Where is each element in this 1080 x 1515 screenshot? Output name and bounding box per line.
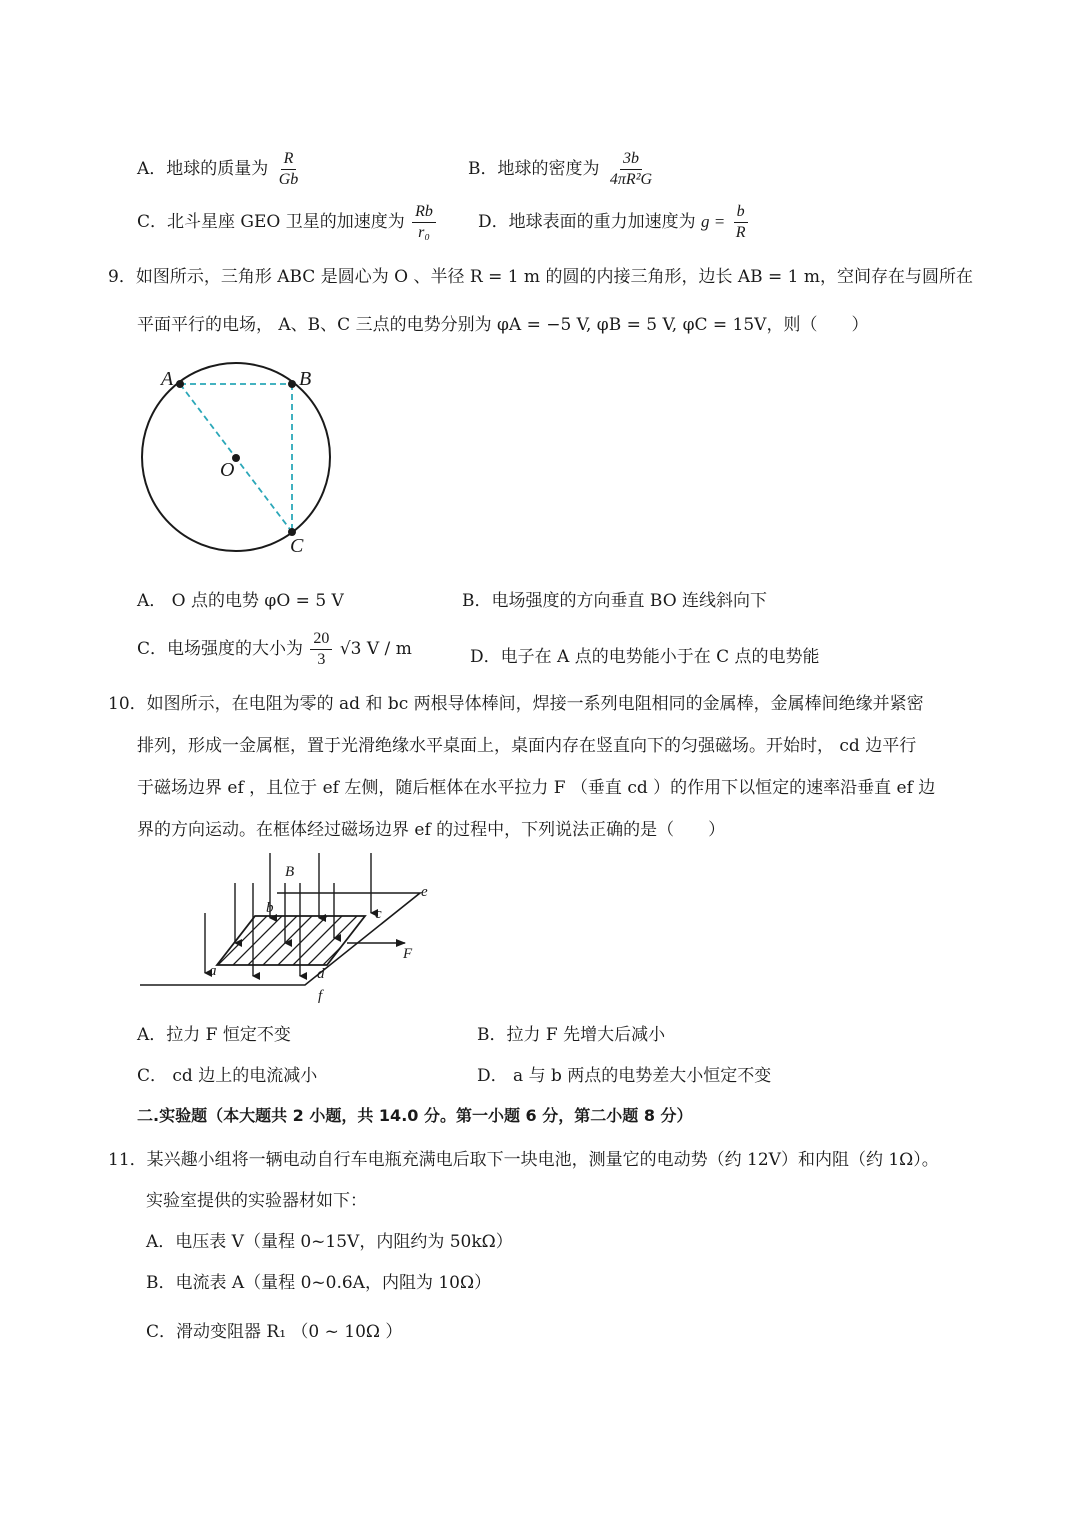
q8-option-d-text: D．地球表面的重力加速度为: [478, 212, 696, 232]
q9-option-c-fraction: [310, 630, 332, 669]
q8-option-b-den: 4πR²G: [609, 171, 653, 188]
q9-circle-figure: [135, 360, 345, 560]
q10-metal-frame: [217, 916, 365, 965]
q9-point-b: [288, 380, 296, 388]
q10-label-force: F: [403, 946, 413, 962]
q8-option-d-den: R: [735, 224, 746, 241]
q10-frame-figure: [135, 848, 445, 1008]
q10-stem-line3: 于磁场边界 ef ，且位于 ef 左侧，随后框体在水平拉力 F （垂直 cd ）的作用下以恒定的速率沿垂直 ef 边: [137, 778, 936, 798]
q9-label-o: O: [220, 459, 235, 481]
q8-option-d-eq: g =: [701, 212, 726, 231]
q8-option-d-fraction: [733, 203, 749, 242]
q8-option-b-num: 3b: [620, 150, 642, 170]
q9-option-d: D．电子在 A 点的电势能小于在 C 点的电势能: [470, 647, 820, 667]
q10-label-a: a: [209, 963, 217, 979]
q8-option-b-text: B．地球的密度为: [468, 159, 600, 179]
q9-stem-line2: 平面平行的电场， A、B、C 三点的电势分别为 φA = −5 V, φB = 5 V, φC = 15V，则（ ）: [137, 315, 869, 335]
q10-label-f: f: [318, 988, 323, 1004]
q8-option-c-num: Rb: [412, 203, 436, 223]
q11-item-a: A．电压表 V（量程 0~15V，内阻约为 50kΩ）: [146, 1232, 513, 1252]
q10-stem-line4: 界的方向运动。在框体经过磁场边界 ef 的过程中，下列说法正确的是（ ）: [137, 820, 726, 840]
q8-option-c-den: r₀: [418, 224, 430, 241]
q11-stem-line2: 实验室提供的实验器材如下：: [146, 1191, 367, 1211]
q10-option-c: C． cd 边上的电流减小: [137, 1066, 318, 1086]
q10-frame-hatching: [190, 898, 405, 978]
q9-point-a: [176, 380, 184, 388]
q9-option-c: [137, 630, 412, 669]
q10-stem-line1: 10．如图所示，在电阻为零的 ad 和 bc 两根导体棒间，焊接一系列电阻相同的金属棒，金属棒间绝缘并紧密: [108, 694, 924, 714]
q9-option-a: A． O 点的电势 φO = 5 V: [137, 591, 344, 611]
q8-option-a: [137, 150, 303, 189]
q11-item-c: C．滑动变阻器 R₁ （0 ~ 10Ω ）: [146, 1322, 403, 1342]
q8-option-c: [137, 203, 438, 242]
q9-label-c: C: [290, 535, 304, 557]
q8-option-c-text: C．北斗星座 GEO 卫星的加速度为: [137, 212, 405, 232]
q11-stem-line1: 11．某兴趣小组将一辆电动自行车电瓶充满电后取下一块电池，测量它的电动势（约 12V）和内阻（约 1Ω）。: [108, 1150, 939, 1170]
q10-option-d: D． a 与 b 两点的电势差大小恒定不变: [477, 1066, 772, 1086]
q9-option-c-suffix: √3 V / m: [339, 639, 412, 659]
q10-label-c: c: [375, 906, 382, 922]
q9-option-b: B．电场强度的方向垂直 BO 连线斜向下: [462, 591, 768, 611]
section2-heading: 二.实验题（本大题共 2 小题，共 14.0 分。第一小题 6 分，第二小题 8 分）: [137, 1106, 693, 1125]
q10-option-b: B．拉力 F 先增大后减小: [477, 1025, 666, 1045]
q9-label-b: B: [299, 368, 312, 390]
q8-option-b-fraction: [607, 150, 655, 189]
q10-option-a: A．拉力 F 恒定不变: [137, 1025, 291, 1045]
q11-item-b: B．电流表 A（量程 0~0.6A，内阻为 10Ω）: [146, 1273, 492, 1293]
q8-option-a-den: Gb: [278, 171, 299, 188]
q8-option-d: [478, 203, 750, 242]
q9-option-c-den: 3: [317, 651, 326, 668]
q10-label-b-point: b: [266, 900, 274, 916]
q8-option-d-num: b: [734, 203, 748, 223]
q9-label-a: A: [161, 368, 174, 390]
q10-stem-line2: 排列，形成一金属框，置于光滑绝缘水平桌面上，桌面内存在竖直向下的匀强磁场。开始时， cd 边平行: [137, 736, 917, 756]
q10-label-d: d: [317, 966, 325, 982]
q9-option-c-text: C．电场强度的大小为: [137, 639, 304, 659]
q8-option-a-text: A．地球的质量为: [137, 159, 269, 179]
q10-label-e: e: [421, 884, 428, 900]
q9-stem-line1: 9．如图所示，三角形 ABC 是圆心为 O 、半径 R = 1 m 的圆的内接三角形，边长 AB = 1 m，空间存在与圆所在: [108, 267, 974, 287]
q9-option-c-num: 20: [310, 630, 332, 650]
q8-option-b: [468, 150, 657, 189]
q8-option-a-fraction: [276, 150, 302, 189]
q8-option-a-num: R: [281, 150, 297, 170]
q10-label-b-field: B: [285, 864, 295, 880]
q8-option-c-fraction: [412, 203, 436, 242]
